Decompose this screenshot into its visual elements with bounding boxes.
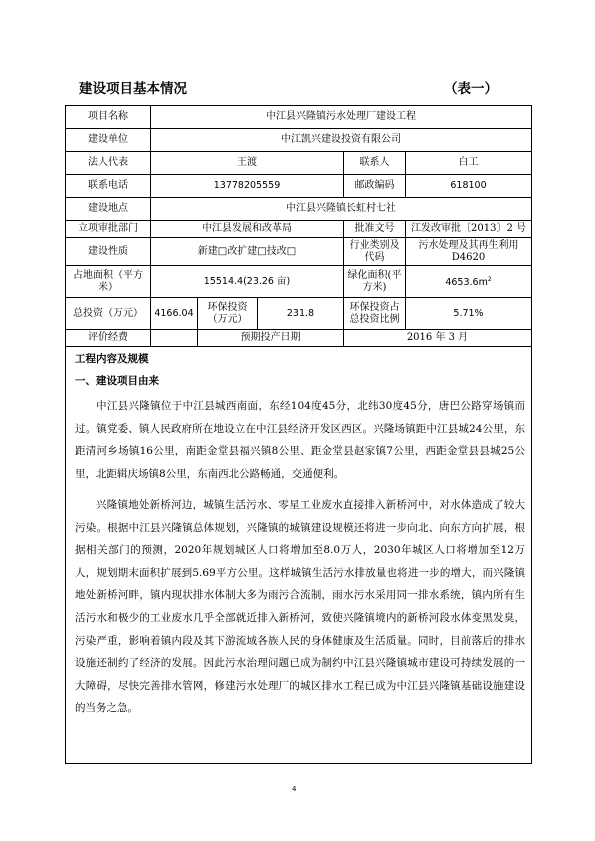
- page-title: 建设项目基本情况: [79, 81, 187, 97]
- eval-fee-value: [151, 330, 198, 347]
- table-row: [66, 347, 532, 764]
- table-row: [66, 129, 532, 152]
- table-row: [66, 198, 532, 221]
- contact-value: 白工: [406, 152, 532, 175]
- table-row: [66, 238, 532, 266]
- phone-value: 13778205559: [151, 175, 344, 198]
- start-date-value: 2016 年 3 月: [344, 330, 532, 347]
- approval-dept-label: 立项审批部门: [66, 221, 151, 238]
- legal-rep-label: 法人代表: [66, 152, 151, 175]
- green-unit-superscript: 2: [487, 275, 492, 283]
- table-tag: （表一）: [444, 81, 498, 97]
- industry-value: 污水处理及其再生利用 D4620: [406, 238, 532, 266]
- sub-heading: 一、建设项目由来: [75, 375, 159, 387]
- location-label: 建设地点: [66, 198, 151, 221]
- total-investment-value: 4166.04: [151, 298, 198, 330]
- area-label: 占地面积（平方米）: [66, 266, 151, 298]
- table-row: [66, 266, 532, 298]
- green-value: [406, 266, 532, 298]
- content-body: [68, 347, 529, 763]
- table-row: [66, 298, 532, 330]
- total-investment-label: 总投资（万元）: [66, 298, 151, 330]
- table-row: [66, 221, 532, 238]
- project-name-value: 中江县兴隆镇污水处理厂建设工程: [151, 106, 532, 129]
- project-info-table: [65, 105, 532, 764]
- builder-value: 中江凯兴建设投资有限公司: [151, 129, 532, 152]
- postcode-label: 邮政编码: [344, 175, 406, 198]
- table-row: [66, 175, 532, 198]
- table-row: [66, 330, 532, 347]
- eval-fee-label: 评价经费: [66, 330, 151, 347]
- approval-dept-value: 中江县发展和改革局: [151, 221, 344, 238]
- project-name-label: 项目名称: [66, 106, 151, 129]
- phone-label: 联系电话: [66, 175, 151, 198]
- approval-doc-value: 江发改审批〔2013〕2 号: [406, 221, 532, 238]
- postcode-value: 618100: [406, 175, 532, 198]
- legal-rep-value: 王渡: [151, 152, 344, 175]
- env-investment-label: 环保投资（万元）: [198, 298, 258, 330]
- env-ratio-label: 环保投资占总投资比例: [344, 298, 406, 330]
- approval-doc-label: 批准文号: [344, 221, 406, 238]
- paragraph-location: 中江县兴隆镇位于中江县城西南面，东经104度45分，北纬30度45分，唐巴公路穿场镇而过。镇党委、镇人民政府所在地设立在中江县经济开发区西区。兴隆场镇距中江县城24公里，东距清河乡场镇16公里，南距金堂县福兴镇8公里、距金堂县赵家镇7公里，西距金堂县县城25公里，北距辑庆场镇8公里，东南西北公路畅通，交通便利。: [75, 400, 525, 480]
- table-row: [66, 106, 532, 129]
- nature-label: 建设性质: [66, 238, 151, 266]
- green-label: 绿化面积(平方米): [344, 266, 406, 298]
- page-number: 4: [292, 785, 297, 793]
- contact-label: 联系人: [344, 152, 406, 175]
- area-value: 15514.4(23.26 亩): [151, 266, 344, 298]
- green-value-number: 4653.6m: [445, 277, 488, 289]
- paragraph-background: 兴隆镇地处新桥河边，城镇生活污水、零星工业废水直接排入新桥河中，对水体造成了较大污染。根据中江县兴隆镇总体规划，兴隆镇的城镇建设规模还将进一步向北、向东方向扩展，根据相关部门的预测，2020年规划城区人口将增加至8.0万人，2030年城区人口将增加至12万人，规划期末面积扩展到5.69平方公里。这样城镇生活污水排放量也将进一步的增大，而兴隆镇地处新桥河畔，镇内现状排水体制大多为雨污合流制，雨水污水采用同一排水系统，镇内所有生活污水和极少的工业废水几乎全部就近排入新桥河，致使兴隆镇境内的新桥河段水体变黑发臭，污染严重，影响着镇内段及其下游流域各族人民的身体健康及生活质量。同时，目前落后的排水设施还制约了经济的发展。因此污水治理问题已成为制约中江县兴隆镇城市建设可持续发展的一大障碍，尽快完善排水管网，修建污水处理厂的城区排水工程已成为中江县兴隆镇基础设施建设的当务之急。: [75, 499, 525, 715]
- content-cell: [66, 347, 532, 764]
- section-heading: 工程内容及规模: [75, 353, 149, 365]
- table-row: [66, 152, 532, 175]
- start-date-label: 预期投产日期: [198, 330, 344, 347]
- nature-value: 新建□改扩建□技改□: [151, 238, 344, 266]
- location-value: 中江县兴隆镇长虹村七社: [151, 198, 532, 221]
- builder-label: 建设单位: [66, 129, 151, 152]
- env-ratio-value: 5.71%: [406, 298, 532, 330]
- industry-label: 行业类别及代码: [344, 238, 406, 266]
- env-investment-value: 231.8: [258, 298, 344, 330]
